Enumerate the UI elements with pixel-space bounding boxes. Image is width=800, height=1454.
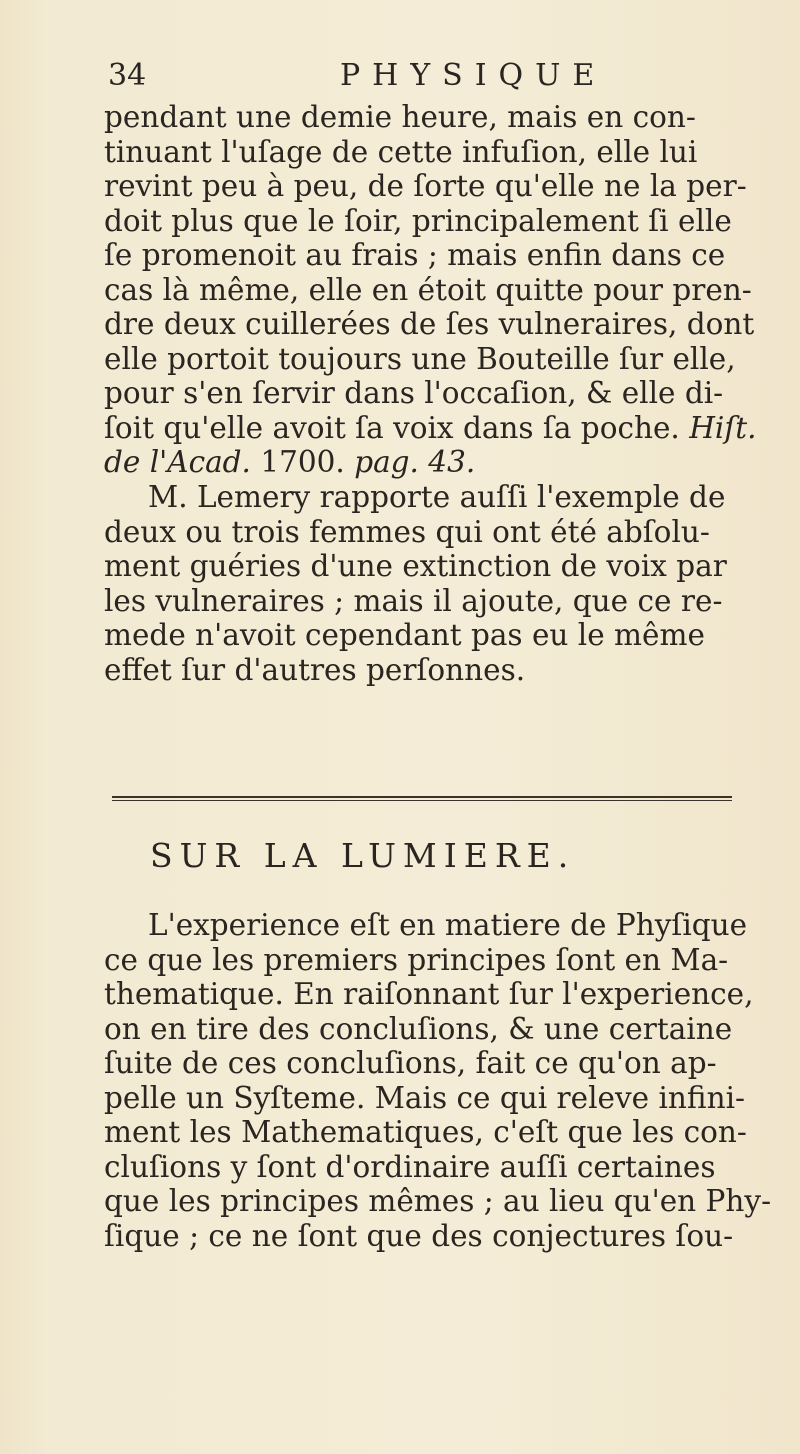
paragraph-lemery [104, 480, 744, 687]
text-line: ment les Mathematiques, c'eſt que les con- [104, 1115, 747, 1149]
citation-source: de l'Acad. [104, 445, 251, 479]
text-line: dre deux cuillerées de ſes vulneraires, dont [104, 307, 755, 341]
text-line: mede n'avoit cependant pas eu le même [104, 618, 705, 652]
text-line: cas là même, elle en étoit quitte pour pren- [104, 272, 752, 307]
text-line: doit plus que le ſoir, principalement ſi elle [104, 203, 732, 238]
text-line: elle portoit toujours une Bouteille ſur elle, [104, 341, 736, 376]
text-line: M. Lemery rapporte auſſi l'exemple de [148, 480, 726, 514]
page-header [108, 50, 668, 94]
page-number: 34 [108, 58, 147, 93]
text-line: tinuant l'uſage de cette infuſion, elle lui [104, 134, 698, 169]
text-line: pelle un Syſteme. Mais ce qui releve infini- [104, 1080, 745, 1115]
text-line: ſe promenoit au frais ; mais enfin dans ce [104, 238, 726, 272]
citation-hist: Hiſt. [689, 410, 757, 445]
citation-line [104, 445, 744, 480]
text-line: thematique. En raiſonnant ſur l'experience, [104, 977, 754, 1011]
text-line: cluſions y ſont d'ordinaire auſſi certaines [104, 1149, 716, 1184]
text-line: les vulneraires ; mais il ajoute, que ce re- [104, 583, 723, 618]
citation-page: pag. 43. [354, 445, 476, 479]
section-heading: SUR LA LUMIERE. [150, 836, 576, 875]
text-line: effet ſur d'autres perſonnes. [104, 652, 526, 687]
text-line: pendant une demie heure, mais en con- [104, 100, 696, 134]
text-line: revint peu à peu, de ſorte qu'elle ne la per- [104, 169, 747, 203]
citation-year: 1700. [260, 445, 345, 479]
text-line: que les principes mêmes ; au lieu qu'en Phy- [104, 1184, 772, 1218]
text-line [104, 410, 757, 446]
text-line: pour s'en ſervir dans l'occaſion, & elle di- [104, 376, 724, 410]
running-title: PHYSIQUE [340, 58, 607, 93]
text-line: ce que les premiers principes ſont en Ma- [104, 942, 729, 977]
text-line: ment guéries d'une extinction de voix par [104, 549, 727, 583]
section-divider-thin [112, 800, 732, 801]
text-line: on en tire des concluſions, & une certaine [104, 1011, 733, 1046]
paragraph-experience [104, 908, 772, 1253]
paragraph-vulneraires [104, 100, 757, 480]
text-line: deux ou trois femmes qui ont été abſolu- [104, 514, 710, 549]
text-line: ſique ; ce ne ſont que des conjectures ſou- [104, 1218, 734, 1253]
text-line: ſuite de ces concluſions, fait ce qu'on ap- [104, 1046, 717, 1080]
text-line-segment: ſoit qu'elle avoit ſa voix dans ſa poche. [104, 410, 680, 445]
section-divider [112, 796, 732, 798]
text-line: L'experience eſt en matiere de Phyſique [148, 908, 748, 942]
